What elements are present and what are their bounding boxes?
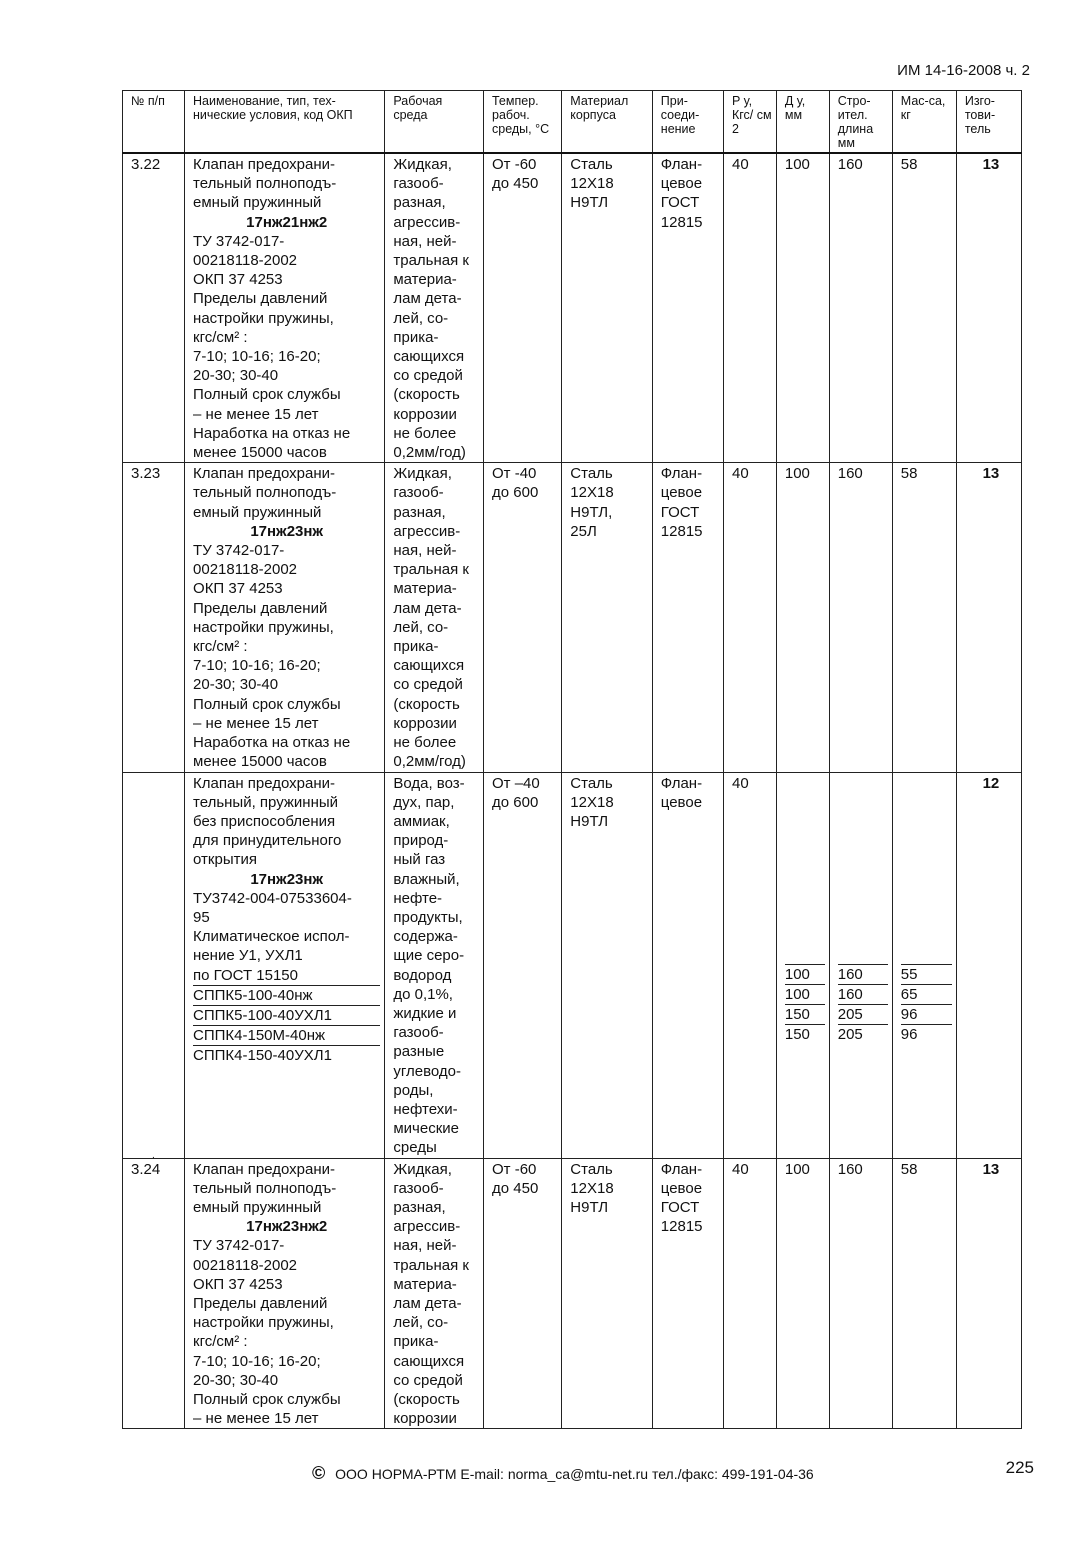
medium-line: ная, ней- xyxy=(393,232,457,250)
product-description xyxy=(185,153,385,463)
valve-spec-table xyxy=(122,90,1022,1429)
nominal-pressure: 40 xyxy=(723,153,776,463)
material-line: Н9ТЛ xyxy=(570,194,609,212)
variant-dy: 100 xyxy=(785,964,825,984)
temp-line: От -40 xyxy=(492,465,537,483)
medium-line: тральная к xyxy=(393,561,469,579)
variant-length-cell xyxy=(829,772,892,1158)
connection-line: Флан- xyxy=(660,465,703,483)
medium-line: роды, xyxy=(393,1081,434,1099)
temp-line: От -60 xyxy=(492,1160,537,1178)
document-reference: ИМ 14-16-2008 ч. 2 xyxy=(897,62,1030,79)
medium-line: материа- xyxy=(393,271,457,289)
column-header: При-соеди-нение xyxy=(652,91,723,154)
description-line: тельный полноподъ- xyxy=(193,175,337,193)
connection-type xyxy=(652,772,723,1158)
description-line: тельный полноподъ- xyxy=(193,1179,337,1197)
description-line: Пределы давлений xyxy=(193,599,328,617)
connection-line: ГОСТ xyxy=(660,503,700,521)
row-number: 3.24 xyxy=(123,1158,185,1429)
nominal-diameter: 100 xyxy=(776,1158,829,1429)
medium-line: продукты, xyxy=(393,908,463,926)
medium-line: лам дета- xyxy=(393,290,462,308)
medium-line: газооб- xyxy=(393,1179,444,1197)
variant-dy-list xyxy=(785,964,825,1045)
nominal-pressure: 40 xyxy=(723,772,776,1158)
variant-mass-list xyxy=(901,964,952,1045)
medium-line: щие серо- xyxy=(393,947,465,965)
working-medium xyxy=(385,772,484,1158)
description-line: 7-10; 10-16; 16-20; xyxy=(193,657,321,675)
medium-line: материа- xyxy=(393,580,457,598)
description-line: без приспособления xyxy=(193,812,336,830)
medium-line: лей, со- xyxy=(393,1314,449,1332)
medium-line: материа- xyxy=(393,1275,457,1293)
medium-line: среды xyxy=(393,1139,437,1157)
column-header: Рабочая среда xyxy=(385,91,484,154)
material-line: Н9ТЛ, xyxy=(570,503,613,521)
product-description xyxy=(185,463,385,772)
description-line: 95 xyxy=(193,908,210,926)
temp-line: до 450 xyxy=(492,1179,539,1197)
nominal-diameter: 100 xyxy=(776,463,829,772)
medium-line: газооб- xyxy=(393,484,444,502)
medium-line: лам дета- xyxy=(393,1294,462,1312)
connection-type xyxy=(652,153,723,463)
medium-line: Вода, воз- xyxy=(393,774,465,792)
medium-line: дух, пар, xyxy=(393,793,455,811)
variant-list xyxy=(193,985,380,1066)
medium-line: 0,2мм/год) xyxy=(393,753,466,771)
temp-line: до 450 xyxy=(492,175,539,193)
material-line: 12Х18 xyxy=(570,793,614,811)
medium-line: нефтехи- xyxy=(393,1100,458,1118)
medium-line: не более xyxy=(393,424,457,442)
description-line: Клапан предохрани- xyxy=(193,774,336,792)
description-line: Клапан предохрани- xyxy=(193,156,336,173)
medium-line: газооб- xyxy=(393,1024,444,1042)
description-line: Клапан предохрани- xyxy=(193,465,336,483)
material-line: Н9ТЛ xyxy=(570,812,609,830)
description-line: ОКП 37 4253 xyxy=(193,271,283,289)
medium-line: до 0,1%, xyxy=(393,985,453,1003)
description-line: 7-10; 10-16; 16-20; xyxy=(193,1352,321,1370)
table-row xyxy=(123,772,1022,1158)
nominal-pressure: 40 xyxy=(723,463,776,772)
variant-length: 205 xyxy=(838,1004,888,1024)
description-line: Наработка на отказ не xyxy=(193,424,351,442)
row-number xyxy=(123,772,185,1158)
column-header: Материал корпуса xyxy=(562,91,653,154)
medium-line: нефте- xyxy=(393,889,443,907)
medium-line: тральная к xyxy=(393,252,469,270)
description-line: 20-30; 30-40 xyxy=(193,676,279,694)
material-line: Н9ТЛ xyxy=(570,1198,609,1216)
connection-line: цевое xyxy=(660,175,703,193)
variant-name: СППК5-100-40УХЛ1 xyxy=(193,1005,380,1025)
mass: 58 xyxy=(892,1158,956,1429)
variant-length: 160 xyxy=(838,984,888,1004)
medium-line: разная, xyxy=(393,503,446,521)
description-line: открытия xyxy=(193,851,257,869)
row-number: 3.23 xyxy=(123,463,185,772)
mass: 58 xyxy=(892,463,956,772)
medium-line: водород xyxy=(393,966,452,984)
medium-line: Жидкая, xyxy=(393,1160,452,1178)
description-line: кгс/см² : xyxy=(193,328,248,346)
material-line: Сталь xyxy=(570,1160,613,1178)
connection-line: 12815 xyxy=(660,213,703,231)
medium-line: прика- xyxy=(393,328,439,346)
connection-line: Флан- xyxy=(660,774,703,792)
connection-type xyxy=(652,463,723,772)
nominal-pressure: 40 xyxy=(723,1158,776,1429)
medium-line: разная, xyxy=(393,194,446,212)
description-line: для принудительного xyxy=(193,832,342,850)
variant-name: СППК4-150М-40нж xyxy=(193,1026,380,1046)
medium-line: лей, со- xyxy=(393,618,449,636)
description-line: 00218118-2002 xyxy=(193,561,298,579)
connection-line: 12815 xyxy=(660,522,703,540)
description-line: 7-10; 10-16; 16-20; xyxy=(193,348,321,366)
description-line: тельный, пружинный xyxy=(193,793,339,811)
temp-line: до 600 xyxy=(492,793,539,811)
spacer xyxy=(785,774,825,964)
connection-line: цевое xyxy=(660,793,703,811)
body-material xyxy=(562,153,653,463)
medium-line: со средой xyxy=(393,367,463,385)
manufacturer-code: 12 xyxy=(956,772,1021,1158)
material-line: 25Л xyxy=(570,522,597,540)
model-code: 17нж21нж2 xyxy=(246,213,328,231)
product-description xyxy=(185,1158,385,1429)
table-row xyxy=(123,1158,1022,1429)
spacer xyxy=(838,774,888,964)
variant-mass: 96 xyxy=(901,1004,952,1024)
variant-dy-cell xyxy=(776,772,829,1158)
connection-line: 12815 xyxy=(660,1218,703,1236)
description-line: емный пружинный xyxy=(193,503,322,521)
medium-line: ная, ней- xyxy=(393,542,457,560)
medium-line: агрессив- xyxy=(393,1218,461,1236)
medium-line: со средой xyxy=(393,676,463,694)
medium-line: (скорость xyxy=(393,386,460,404)
material-line: 12Х18 xyxy=(570,175,614,193)
description-line: ТУ3742-004-07533604- xyxy=(193,889,352,907)
model-code: 17нж23нж xyxy=(250,522,324,540)
table-row xyxy=(123,153,1022,463)
construction-length: 160 xyxy=(829,153,892,463)
description-line: ОКП 37 4253 xyxy=(193,580,283,598)
medium-line: сающихся xyxy=(393,348,465,366)
construction-length: 160 xyxy=(829,463,892,772)
variant-length: 160 xyxy=(838,964,888,984)
temperature xyxy=(484,1158,562,1429)
description-line: ТУ 3742-017- xyxy=(193,542,285,560)
model-code: 17нж23нж xyxy=(250,870,324,888)
manufacturer-code: 13 xyxy=(956,463,1021,772)
connection-line: ГОСТ xyxy=(660,194,700,212)
medium-line: 0,2мм/год) xyxy=(393,444,466,462)
description-line: Климатическое испол- xyxy=(193,928,350,946)
material-line: Сталь xyxy=(570,156,613,173)
medium-line: прика- xyxy=(393,638,439,656)
description-line: настройки пружины, xyxy=(193,618,334,636)
medium-line: влажный, xyxy=(393,870,460,888)
column-header: P у, Кгс/ см 2 xyxy=(723,91,776,154)
column-header: Наименование, тип, тех-нические условия, код ОКП xyxy=(185,91,385,154)
material-line: Сталь xyxy=(570,465,613,483)
medium-line: (скорость xyxy=(393,695,460,713)
description-line: по ГОСТ 15150 xyxy=(193,966,298,984)
page-footer xyxy=(312,1463,814,1484)
row-number: 3.22 xyxy=(123,153,185,463)
connection-line: ГОСТ xyxy=(660,1198,700,1216)
variant-mass: 65 xyxy=(901,984,952,1004)
temp-line: От -60 xyxy=(492,156,537,173)
description-line: 00218118-2002 xyxy=(193,252,298,270)
column-header: Д у, мм xyxy=(776,91,829,154)
medium-line: природ- xyxy=(393,832,449,850)
column-header: Темпер. рабоч. среды, °С xyxy=(484,91,562,154)
table-header-row xyxy=(123,91,1022,154)
column-header: № п/п xyxy=(123,91,185,154)
material-line: Сталь xyxy=(570,774,613,792)
body-material xyxy=(562,772,653,1158)
description-line: настройки пружины, xyxy=(193,1314,334,1332)
medium-line: содержа- xyxy=(393,928,458,946)
description-line: ТУ 3742-017- xyxy=(193,232,285,250)
table-row xyxy=(123,463,1022,772)
working-medium xyxy=(385,153,484,463)
page-number: 225 xyxy=(1005,1458,1034,1477)
connection-line: цевое xyxy=(660,1179,703,1197)
description-line: Полный срок службы xyxy=(193,386,341,404)
temperature xyxy=(484,772,562,1158)
temperature xyxy=(484,463,562,772)
description-line: Полный срок службы xyxy=(193,1391,341,1408)
working-medium xyxy=(385,1158,484,1429)
medium-line: тральная к xyxy=(393,1256,469,1274)
medium-line: сающихся xyxy=(393,657,465,675)
variant-length-list xyxy=(838,964,888,1045)
description-line: кгс/см² : xyxy=(193,638,248,656)
description-line: Пределы давлений xyxy=(193,290,328,308)
variant-dy: 150 xyxy=(785,1004,825,1024)
medium-line: прика- xyxy=(393,1333,439,1351)
medium-line: лей, со- xyxy=(393,309,449,327)
description-line: нение У1, УХЛ1 xyxy=(193,947,303,965)
column-header: Стро-ител. длина мм xyxy=(829,91,892,154)
description-line: ТУ 3742-017- xyxy=(193,1237,285,1255)
variant-dy: 150 xyxy=(785,1025,825,1045)
temperature xyxy=(484,153,562,463)
medium-line: лам дета- xyxy=(393,599,462,617)
copyright-icon: © xyxy=(312,1463,326,1483)
connection-line: цевое xyxy=(660,484,703,502)
spacer xyxy=(901,774,952,964)
medium-line: агрессив- xyxy=(393,522,461,540)
description-line: кгс/см² : xyxy=(193,1333,248,1351)
description-line: 20-30; 30-40 xyxy=(193,1371,279,1389)
description-line: 20-30; 30-40 xyxy=(193,367,279,385)
connection-line: Флан- xyxy=(660,156,703,173)
model-code: 17нж23нж2 xyxy=(246,1218,328,1236)
variant-length: 205 xyxy=(838,1025,888,1045)
medium-line: коррозии xyxy=(393,405,457,423)
variant-mass-cell xyxy=(892,772,956,1158)
manufacturer-code: 13 xyxy=(956,1158,1021,1429)
description-line: – не менее 15 лет xyxy=(193,1410,319,1428)
product-description xyxy=(185,772,385,1158)
description-line: Пределы давлений xyxy=(193,1294,328,1312)
column-header: Мас-са, кг xyxy=(892,91,956,154)
medium-line: со средой xyxy=(393,1371,463,1389)
variant-mass: 55 xyxy=(901,964,952,984)
description-line: тельный полноподъ- xyxy=(193,484,337,502)
connection-line: Флан- xyxy=(660,1160,703,1178)
material-line: 12Х18 xyxy=(570,1179,614,1197)
footer-contact-text: ООО НОРМА-РТМ E-mail: norma_ca@mtu-net.ru тел./факс: 499-191-04-36 xyxy=(335,1466,814,1482)
medium-line: сающихся xyxy=(393,1352,465,1370)
medium-line: разные xyxy=(393,1043,445,1061)
medium-line: разная, xyxy=(393,1198,446,1216)
description-line: 00218118-2002 xyxy=(193,1256,298,1274)
description-line: менее 15000 часов xyxy=(193,444,327,462)
mass: 58 xyxy=(892,153,956,463)
description-line: ОКП 37 4253 xyxy=(193,1275,283,1293)
temp-line: до 600 xyxy=(492,484,539,502)
medium-line: ная, ней- xyxy=(393,1237,457,1255)
temp-line: От –40 xyxy=(492,774,540,792)
medium-line: мические xyxy=(393,1120,459,1138)
description-line: Наработка на отказ не xyxy=(193,734,351,752)
body-material xyxy=(562,1158,653,1429)
medium-line: аммиак, xyxy=(393,812,450,830)
medium-line: (скорость xyxy=(393,1391,460,1408)
medium-line: жидкие и xyxy=(393,1004,457,1022)
variant-name: СППК4-150-40УХЛ1 xyxy=(193,1046,380,1066)
medium-line: Жидкая, xyxy=(393,156,452,173)
medium-line: газооб- xyxy=(393,175,444,193)
description-line: – не менее 15 лет xyxy=(193,405,319,423)
variant-name: СППК5-100-40нж xyxy=(193,985,380,1005)
stray-mark: . xyxy=(152,1150,155,1161)
description-line: емный пружинный xyxy=(193,1198,322,1216)
working-medium xyxy=(385,463,484,772)
description-line: Клапан предохрани- xyxy=(193,1160,336,1178)
description-line: емный пружинный xyxy=(193,194,322,212)
construction-length: 160 xyxy=(829,1158,892,1429)
description-line: настройки пружины, xyxy=(193,309,334,327)
column-header: Изго-тови-тель xyxy=(956,91,1021,154)
description-line: – не менее 15 лет xyxy=(193,714,319,732)
description-line: Полный срок службы xyxy=(193,695,341,713)
description-line: менее 15000 часов xyxy=(193,753,327,771)
manufacturer-code: 13 xyxy=(956,153,1021,463)
variant-mass: 96 xyxy=(901,1025,952,1045)
medium-line: коррозии xyxy=(393,714,457,732)
medium-line: Жидкая, xyxy=(393,465,452,483)
medium-line: коррозии xyxy=(393,1410,457,1428)
connection-type xyxy=(652,1158,723,1429)
medium-line: не более xyxy=(393,734,457,752)
material-line: 12Х18 xyxy=(570,484,614,502)
nominal-diameter: 100 xyxy=(776,153,829,463)
medium-line: ный газ xyxy=(393,851,446,869)
medium-line: углеводо- xyxy=(393,1062,461,1080)
body-material xyxy=(562,463,653,772)
variant-dy: 100 xyxy=(785,984,825,1004)
medium-line: агрессив- xyxy=(393,213,461,231)
